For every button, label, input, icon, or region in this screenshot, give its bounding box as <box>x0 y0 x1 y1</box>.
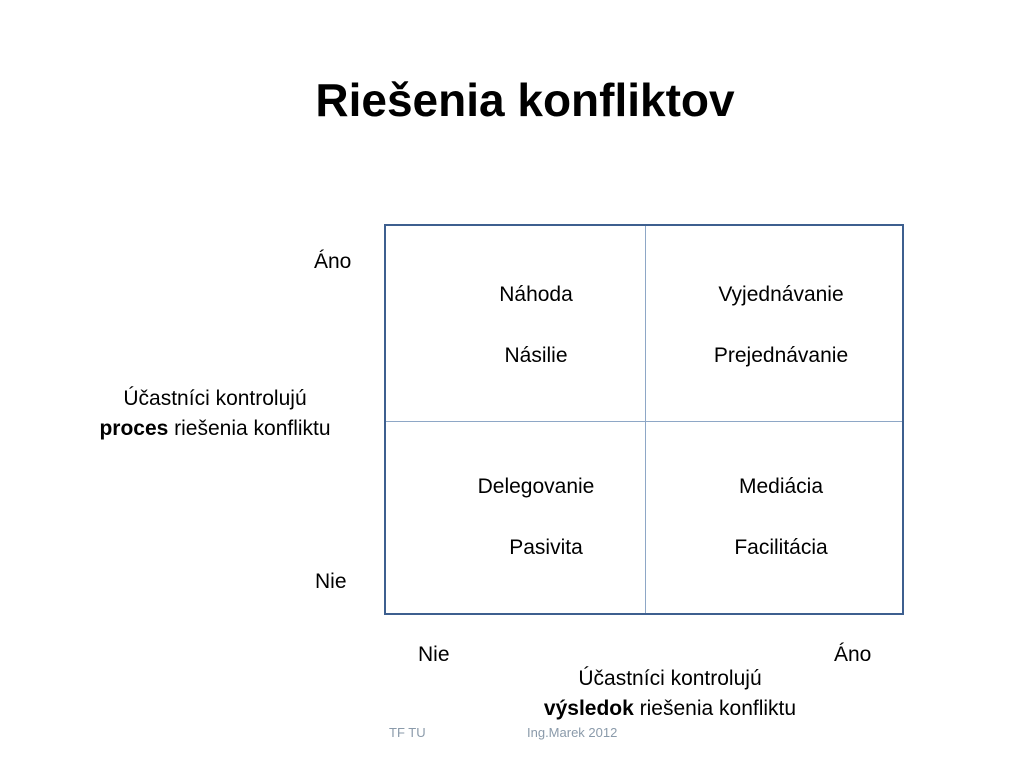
cell-item: Delegovanie <box>477 475 595 498</box>
matrix-cell-bottom-right <box>652 473 910 562</box>
footer-right: Ing.Marek 2012 <box>527 725 618 740</box>
y-axis-caption-rest: riešenia konfliktu <box>168 417 331 440</box>
cell-item: Facilitácia <box>734 536 828 559</box>
x-axis-caption <box>490 664 850 724</box>
footer-left: TF TU <box>389 725 426 740</box>
cell-item: Násilie <box>504 344 568 367</box>
y-axis-caption <box>60 384 370 444</box>
y-axis-top-label: Áno <box>314 250 352 273</box>
x-axis-left-label: Nie <box>418 643 450 666</box>
matrix-horizontal-divider <box>386 421 902 422</box>
cell-item: Vyjednávanie <box>718 283 844 306</box>
cell-item: Mediácia <box>738 475 824 498</box>
matrix-cell-bottom-left <box>416 473 656 562</box>
y-axis-bottom-label: Nie <box>315 570 347 593</box>
matrix-cell-top-left <box>416 281 656 370</box>
x-axis-caption-line2 <box>490 694 850 724</box>
cell-item: Prejednávanie <box>713 344 849 367</box>
cell-item: Pasivita <box>509 536 583 559</box>
y-axis-caption-line2 <box>60 414 370 444</box>
y-axis-caption-bold: proces <box>99 417 169 440</box>
x-axis-caption-line1: Účastníci kontrolujú <box>578 667 762 690</box>
matrix-cell-top-right <box>652 281 910 370</box>
x-axis-caption-rest: riešenia konfliktu <box>633 697 797 720</box>
x-axis-caption-bold: výsledok <box>543 697 634 720</box>
cell-item: Náhoda <box>499 283 573 306</box>
x-axis-right-label: Áno <box>834 643 872 666</box>
y-axis-caption-line1: Účastníci kontrolujú <box>123 387 307 410</box>
conflict-matrix <box>384 224 904 615</box>
slide-title: Riešenia konfliktov <box>315 74 735 126</box>
